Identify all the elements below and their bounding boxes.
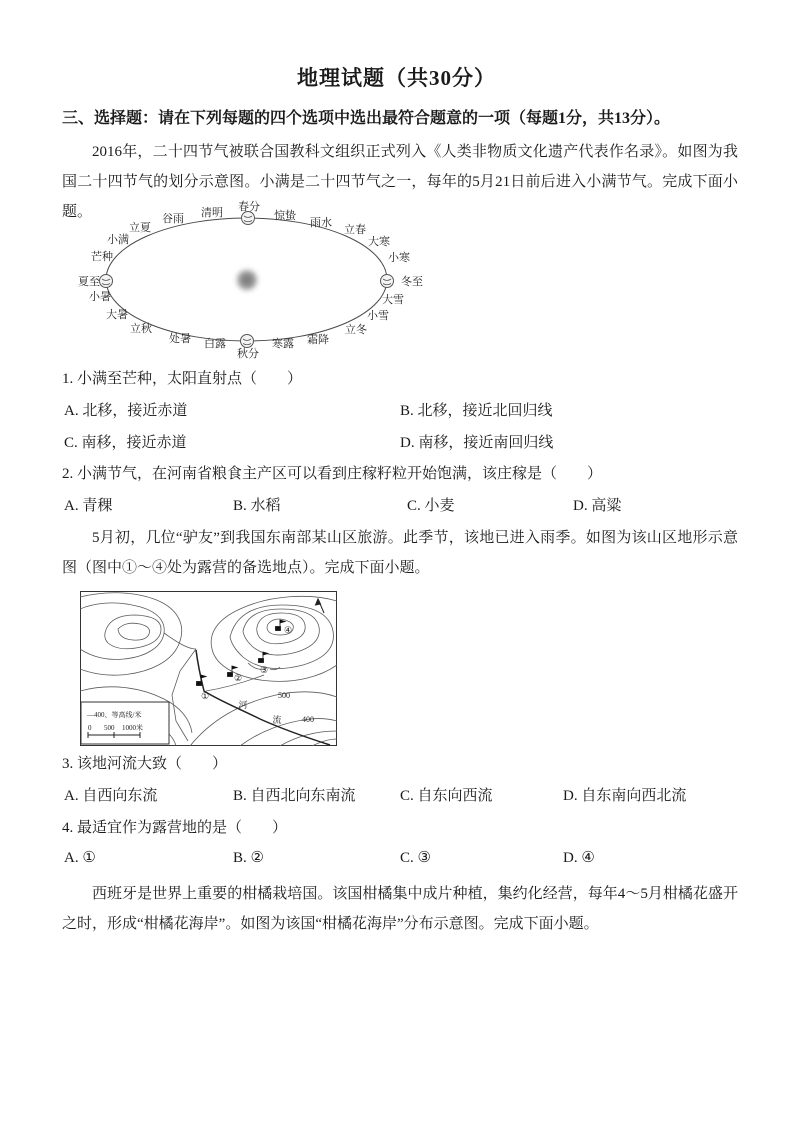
q2-option-b: B. 水稻: [233, 498, 281, 514]
contour-map-diagram: [80, 591, 337, 746]
q3-option-b: B. 自西北向东南流: [233, 788, 356, 804]
q3-option-d: D. 自东南向西北流: [563, 788, 687, 804]
diagram-label: —400、等高线/米: [87, 711, 142, 719]
diagram-label: 小暑: [89, 291, 111, 303]
diagram-label: 惊蛰: [274, 210, 296, 222]
diagram-label: 0: [88, 724, 92, 732]
earth-icon: [241, 335, 254, 348]
diagram-label: 夏至: [78, 276, 100, 288]
diagram-label: 白露: [204, 338, 226, 350]
diagram-label: 清明: [201, 207, 223, 219]
diagram-label: 寒露: [272, 338, 294, 350]
diagram-label: 流: [272, 715, 282, 725]
q2-option-d: D. 高粱: [573, 498, 622, 514]
diagram-label: ③: [259, 665, 269, 675]
q4-option-c: C. ③: [400, 850, 431, 866]
diagram-label: 河: [238, 700, 248, 710]
q3-option-a: A. 自西向东流: [64, 788, 158, 804]
diagram-label: 小满: [107, 234, 129, 246]
passage-3: 西班牙是世界上重要的柑橘栽培国。该国柑橘集中成片种植，集约化经营，每年4～5月柑橘花盛开之时，形成“柑橘花海岸”。如图为该国“柑橘花海岸”分布示意图。完成下面小题。: [62, 886, 738, 932]
diagram-label: 秋分: [237, 348, 259, 360]
diagram-label: ④: [283, 625, 293, 635]
q1-option-c: C. 南移，接近赤道: [64, 435, 187, 451]
map-legend: [81, 702, 169, 744]
q3-option-c: C. 自东向西流: [400, 788, 493, 804]
diagram-label: 立秋: [130, 323, 152, 335]
q4-option-b: B. ②: [233, 850, 264, 866]
diagram-label: ②: [233, 673, 243, 683]
exam-title: 地理试题（共30分）: [297, 66, 496, 90]
question-4-stem: 4. 最适宜作为露营地的是（ ）: [62, 820, 288, 836]
diagram-label: 大暑: [106, 309, 128, 321]
question-1-stem: 1. 小满至芒种，太阳直射点（ ）: [62, 371, 303, 387]
diagram-label: 400: [302, 715, 314, 724]
solar-terms-orbit-diagram: [75, 200, 427, 362]
diagram-label: 立夏: [129, 222, 151, 234]
diagram-label: 500: [278, 691, 290, 700]
diagram-label: 冬至: [401, 276, 423, 288]
q1-option-b: B. 北移，接近北回归线: [400, 403, 553, 419]
diagram-label: 大雪: [382, 294, 404, 306]
earth-icon: [242, 212, 255, 225]
q1-option-d: D. 南移，接近南回归线: [400, 435, 554, 451]
diagram-label: 霜降: [307, 334, 329, 346]
q1-option-a: A. 北移，接近赤道: [64, 403, 188, 419]
diagram-label: 大寒: [368, 236, 390, 248]
diagram-label: 春分: [238, 201, 260, 213]
diagram-label: 雨水: [310, 217, 332, 229]
earth-icon: [100, 275, 113, 288]
question-3-stem: 3. 该地河流大致（ ）: [62, 756, 228, 772]
q4-option-a: A. ①: [64, 850, 96, 866]
diagram-label: 立冬: [345, 324, 367, 336]
q4-option-d: D. ④: [563, 850, 595, 866]
sun-icon: [237, 270, 257, 290]
diagram-label: 1000米: [122, 724, 143, 732]
diagram-label: 500: [104, 724, 115, 732]
q2-option-a: A. 青稞: [64, 498, 113, 514]
diagram-label: 小雪: [367, 310, 389, 322]
passage-1: 2016年，二十四节气被联合国教科文组织正式列入《人类非物质文化遗产代表作名录》。如图为我国二十四节气的划分示意图。小满是二十四节气之一，每年的5月21日前后进入小满节气。完成下面小题。: [62, 144, 738, 220]
diagram-label: 谷雨: [162, 213, 184, 225]
diagram-label: ①: [200, 691, 210, 701]
passage-2: 5月初，几位“驴友”到我国东南部某山区旅游。此季节，该地已进入雨季。如图为该山区地形示意图（图中①～④处为露营的备选地点）。完成下面小题。: [62, 530, 738, 576]
q2-option-c: C. 小麦: [407, 498, 455, 514]
diagram-label: 立春: [344, 224, 366, 236]
section-heading: 三、选择题：请在下列每题的四个选项中选出最符合题意的一项（每题1分，共13分）。: [62, 110, 671, 127]
question-2-stem: 2. 小满节气，在河南省粮食主产区可以看到庄稼籽粒开始饱满，该庄稼是（ ）: [62, 466, 603, 482]
earth-icon: [381, 275, 394, 288]
diagram-label: 处暑: [169, 333, 191, 345]
diagram-label: 小寒: [388, 252, 410, 264]
diagram-label: 芒种: [91, 251, 113, 263]
